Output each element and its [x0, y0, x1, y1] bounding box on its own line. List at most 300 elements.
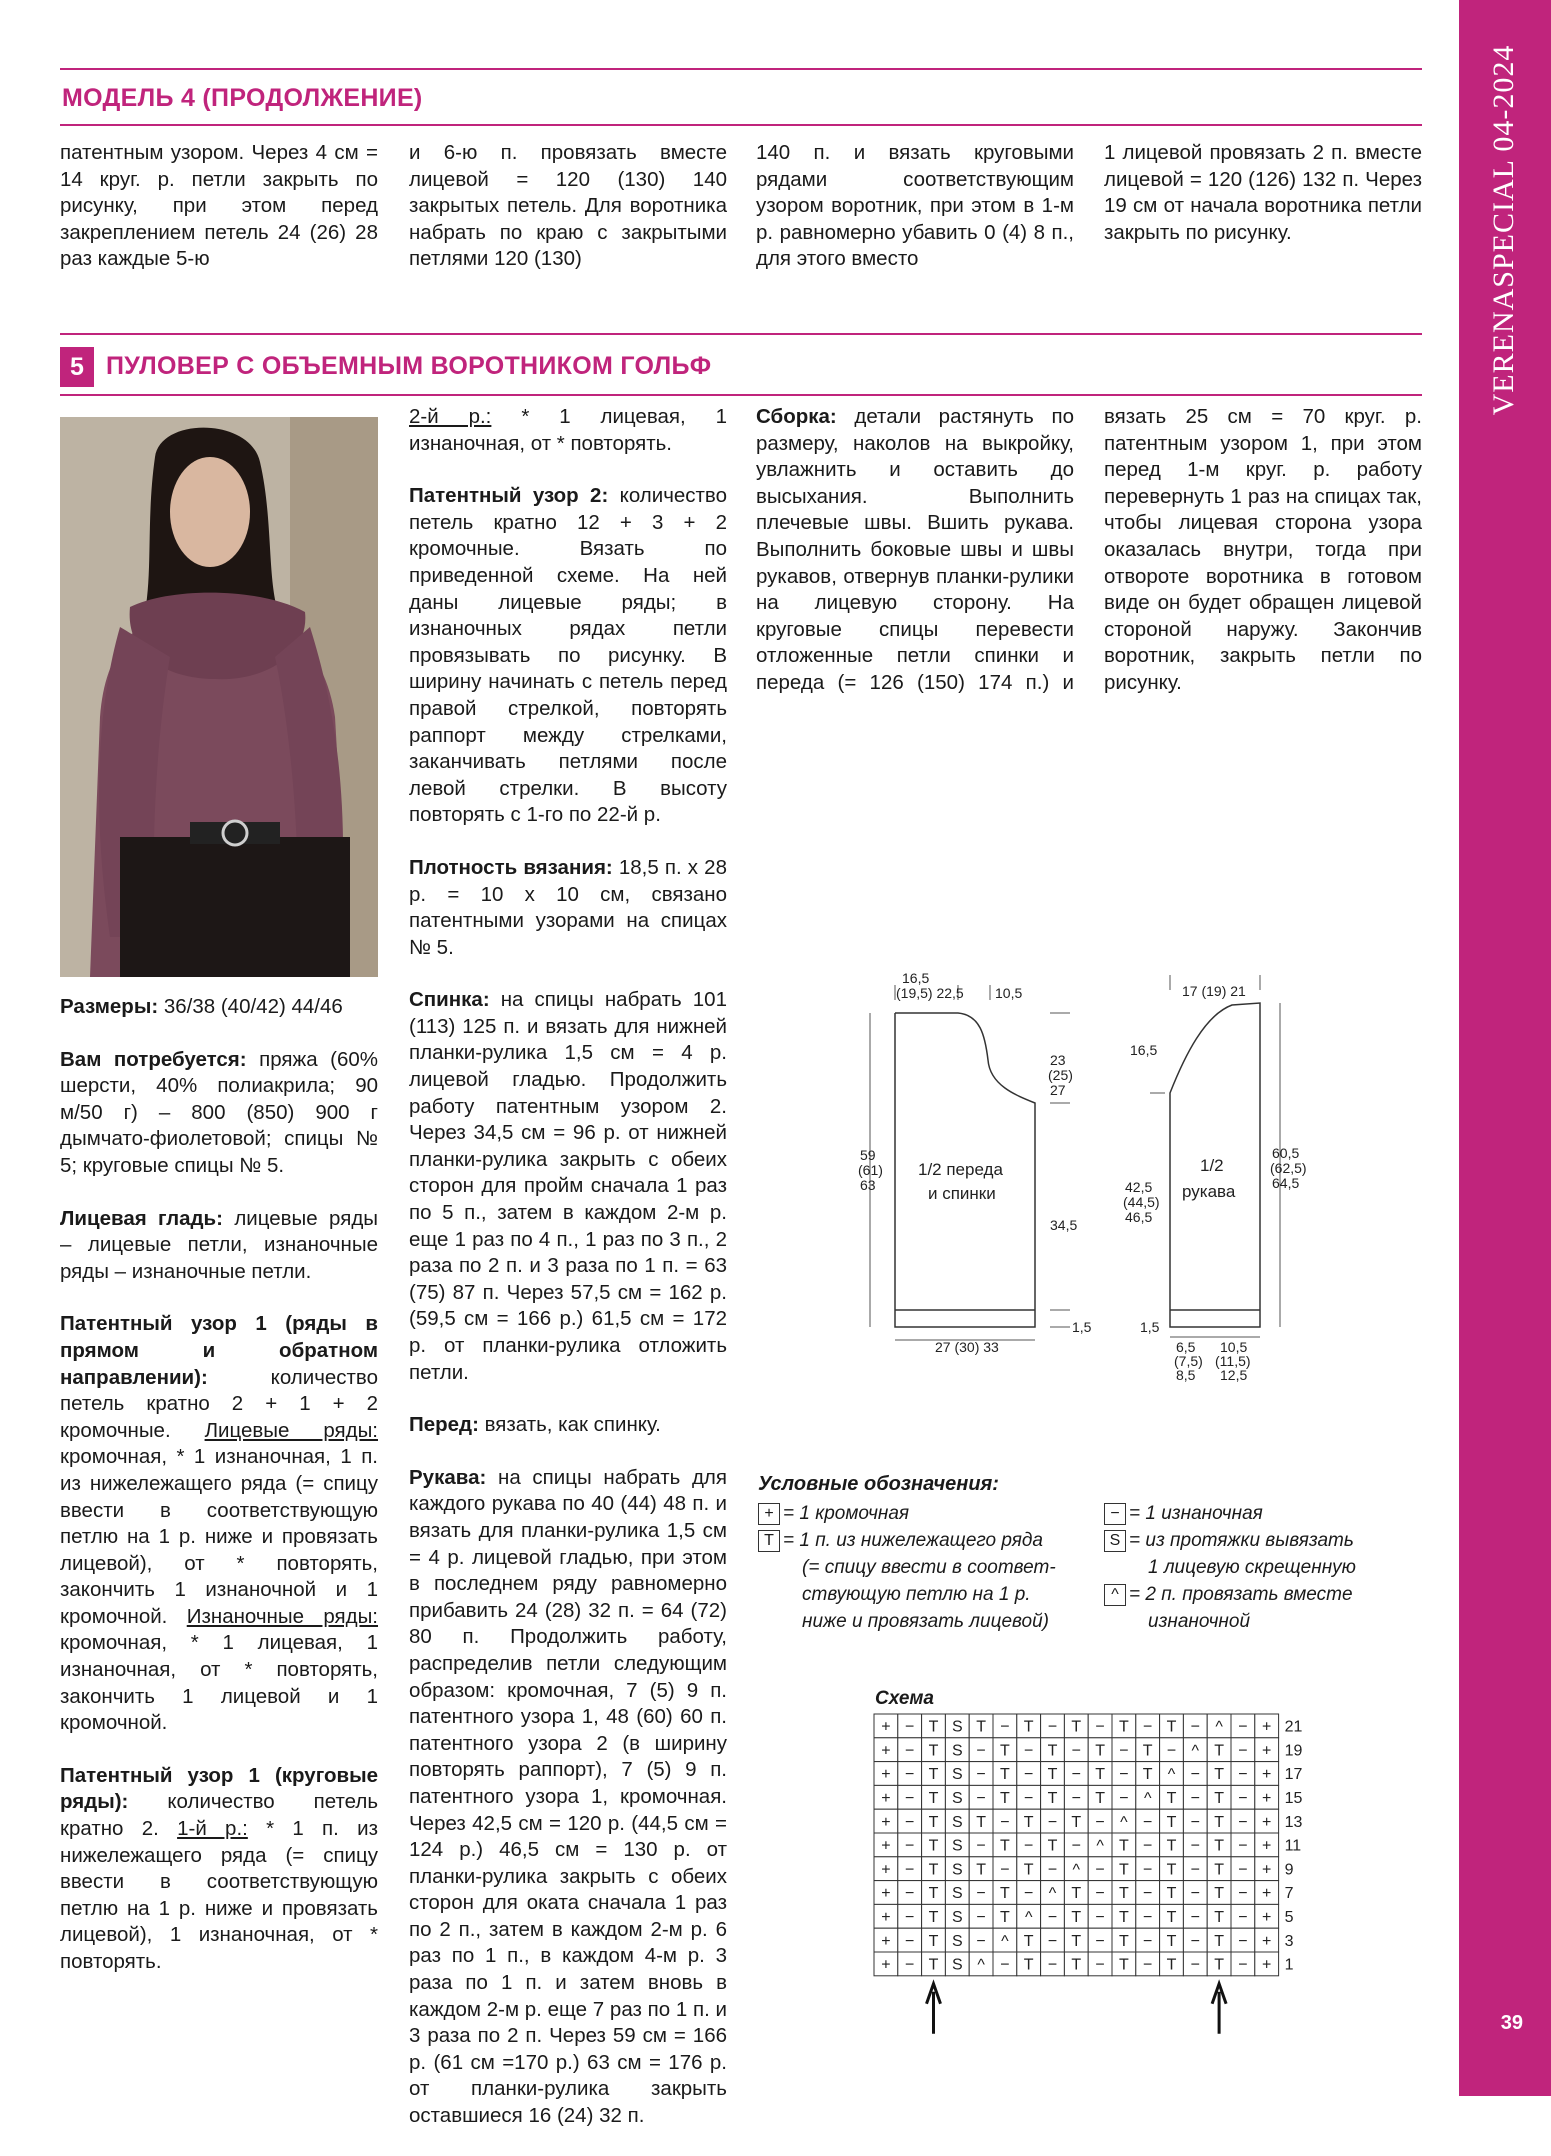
front-label: Перед: [409, 1413, 479, 1437]
purl-cell: − [1095, 1956, 1105, 1974]
stitch-below-cell: T [1119, 1861, 1129, 1879]
edge-stitch-cell: + [881, 1956, 891, 1974]
stitch-below-cell: T [1214, 1932, 1224, 1950]
model5-rule [60, 394, 1422, 396]
pattern1-round-r2-text: * 1 лицевая, 1 изнаночная, от * повторять. [409, 405, 727, 455]
purl-cell: − [1047, 1932, 1058, 1950]
purl-cell: − [1190, 1813, 1200, 1831]
back-para [409, 987, 727, 1386]
pattern1-intro: количество петель кратно 2 + 1 + 2 кромочные. [60, 1365, 378, 1442]
edge-stitch-cell: + [881, 1813, 891, 1831]
purl-two-together-cell: ^ [1001, 1932, 1009, 1950]
purl-cell: − [1166, 1742, 1177, 1760]
magazine-title [1461, 44, 1547, 416]
stitch-below-icon: T [758, 1530, 780, 1552]
edge-stitch-cell: + [1262, 1932, 1272, 1950]
stitch-below-cell: T [928, 1837, 939, 1855]
edge-stitch-cell: + [1262, 1861, 1272, 1879]
purl-cell: − [1190, 1932, 1200, 1950]
stitch-below-cell: T [1071, 1909, 1082, 1927]
back-text: на спицы набрать 101 (113) 125 п. и вязать для нижней планки-рулика 1,5 см = 4 р. лицевой гладью. Продолжить работу патентным узором 2. Через 34,5 см = 96 р. от нижней планки-рулика закрыть с обеих сторон для пройм сначала 1 раз по 5 п., затем в каждом 2-м р. еще 1 раз по 4 п., 1 раз по 3 п., 2 раза по 2 п. и 3 раза по 1 п. = 63 (75) 87 п. Через 57,5 см = 162 р. (59,5 см = 166 р.) 61,5 см = 172 р. от планки-рулика отложить петли. [409, 988, 727, 1384]
legend-p2tog-1: = 2 п. провязать вместе [1129, 1584, 1353, 1605]
purl-cell: − [1095, 1813, 1105, 1831]
edge-stitch-cell: + [881, 1932, 891, 1950]
purl-cell: − [905, 1742, 915, 1760]
purl-cell: − [976, 1909, 986, 1927]
purl-cell: − [1000, 1956, 1010, 1974]
stitch-below-cell: T [928, 1718, 939, 1736]
stitch-below-cell: T [976, 1718, 986, 1736]
legend-below-1: = 1 п. из нижележащего ряда [783, 1530, 1043, 1551]
edge-stitch-cell: + [1262, 1718, 1272, 1736]
stitch-below-cell: T [1000, 1742, 1010, 1760]
purl-cell: − [1238, 1837, 1248, 1855]
dim-sleeve-right-3: 64,5 [1272, 1175, 1300, 1191]
chart-row-label: 11 [1284, 1837, 1302, 1855]
chart-row-label: 7 [1284, 1885, 1294, 1903]
stitch-below-cell: T [1214, 1837, 1224, 1855]
sizes-label: Размеры: [60, 995, 159, 1018]
dim-body-left-1: 59 [860, 1147, 876, 1163]
purl-cell: − [1047, 1956, 1058, 1974]
dim-body-side: 34,5 [1050, 1217, 1078, 1233]
pattern1-para [60, 1311, 378, 1737]
stitch-below-cell: T [1095, 1790, 1105, 1808]
twisted-stitch-cell: S [951, 1837, 963, 1855]
legend-purl [1104, 1501, 1263, 1528]
pattern1-round-r1-label: 1-й р.: [177, 1817, 248, 1841]
purl-cell: − [976, 1885, 986, 1903]
purl-cell: − [1071, 1837, 1081, 1855]
edge-stitch-cell: + [1262, 1885, 1272, 1903]
purl-cell: − [905, 1885, 915, 1903]
dim-arm-2: (25) [1048, 1067, 1073, 1083]
pattern1-ws-label: Изнаночные ряды: [186, 1604, 379, 1628]
purl-cell: − [1238, 1932, 1248, 1950]
purl-cell: − [905, 1861, 915, 1879]
pattern1-rs-label: Лицевые ряды: [204, 1418, 378, 1442]
sizes-value: 36/38 (40/42) 44/46 [163, 995, 343, 1018]
pattern1-rs-text: кромочная, * 1 изнаночная, 1 п. из нижележащего ряда (= спицу ввести в соответствующую петлю на 1 р. ниже и провязать лицевой), от * повторять, закончить 1 изнаночной и 1 кромочной. [60, 1445, 378, 1628]
stitch-below-cell: T [1023, 1718, 1034, 1736]
stitch-chart [872, 1712, 1312, 2042]
purl-cell: − [1238, 1909, 1248, 1927]
stitch-below-cell: T [1000, 1885, 1010, 1903]
gauge-label: Плотность вязания: [409, 855, 613, 879]
twisted-stitch-cell: S [951, 1766, 963, 1784]
purl-cell: − [905, 1932, 915, 1950]
gauge-text: 18,5 п. х 28 р. = 10 х 10 см, связано патентными узорами на спицах № 5. [409, 855, 727, 959]
edge-stitch-cell: + [1262, 1766, 1272, 1784]
purl-cell: − [905, 1813, 915, 1831]
edge-stitch-cell: + [881, 1837, 891, 1855]
edge-stitch-cell: + [1262, 1790, 1272, 1808]
stitch-below-cell: T [1166, 1956, 1177, 1974]
stockinette-label: Лицевая гладь: [60, 1206, 223, 1230]
stitch-below-cell: T [1095, 1742, 1105, 1760]
gauge-para [409, 855, 727, 961]
legend-below-3: ствующую петлю на 1 р. [802, 1584, 1031, 1605]
stitch-below-cell: T [928, 1885, 939, 1903]
purl-cell: − [1143, 1861, 1153, 1879]
stitch-below-cell: T [928, 1813, 939, 1831]
purl-cell: − [1095, 1909, 1105, 1927]
dim-body-top-right: 10,5 [995, 985, 1023, 1001]
purl-cell: − [1000, 1813, 1010, 1831]
stitch-below-cell: T [1119, 1932, 1129, 1950]
stitch-below-cell: T [1214, 1813, 1224, 1831]
twisted-stitch-cell: S [951, 1790, 963, 1808]
twisted-stitch-cell: S [951, 1718, 963, 1736]
pattern1-round-intro: количество петель кратно 2. [60, 1790, 379, 1841]
purl-cell: − [1190, 1909, 1200, 1927]
chart-row-label: 21 [1284, 1718, 1303, 1736]
assembly-text: детали растянуть по размеру, наколов на выкройку, увлажнить и оставить до высыхания. Выполнить плечевые швы. Вшить рукава. Выполнить боковые швы и швы рукавов, отвернув планки-рулики на лицевую сторону. На круговые спицы перевести отложенные петли спинки и переда (= 126 (150) 174 п.) и вязать 25 см = 70 круг. р. патентным узором 1, при этом перед 1-м круг. р. работу перевернуть 1 раз на спицах так, чтобы лицевая сторона узора оказалась внутри, тогда при отвороте воротника в готовом виде он будет обращен лицевой стороной наружу. Закончив воротник, закрыть петли по рисунку. [756, 405, 1422, 694]
purl-cell: − [1119, 1742, 1129, 1760]
twisted-stitch-cell: S [951, 1956, 963, 1974]
purl-cell: − [905, 1718, 915, 1736]
dim-sleeve-left-1: 42,5 [1125, 1179, 1153, 1195]
chart-row-label: 15 [1284, 1790, 1303, 1808]
legend-edge [758, 1501, 909, 1528]
body-label-1: 1/2 переда [918, 1160, 1003, 1179]
dim-sleeve-b1-2: (7,5) [1174, 1353, 1203, 1369]
chart-row-label: 3 [1284, 1932, 1294, 1950]
edge-stitch-cell: + [881, 1766, 891, 1784]
purl-cell: − [1095, 1932, 1105, 1950]
model5-top-rule [60, 333, 1422, 335]
dim-sleeve-right-1: 60,5 [1272, 1145, 1300, 1161]
pattern-schematic [840, 965, 1320, 1385]
purl-cell: − [1095, 1861, 1105, 1879]
purl-cell: − [1024, 1837, 1034, 1855]
dim-sleeve-left-3: 46,5 [1125, 1209, 1153, 1225]
magazine-title-text: VERENASPECIAL 04-2024 [1487, 44, 1520, 416]
purl-cell: − [905, 1956, 915, 1974]
stitch-below-cell: T [1071, 1813, 1082, 1831]
stitch-below-cell: T [1214, 1909, 1224, 1927]
pattern1-round-label: Патентный узор 1 (круговые ряды): [60, 1763, 378, 1814]
legend-purl-text: = 1 изнаночная [1129, 1503, 1263, 1524]
purl-cell: − [1238, 1742, 1248, 1760]
purl-two-together-cell: ^ [1143, 1790, 1152, 1808]
purl-cell: − [1024, 1766, 1034, 1784]
purl-cell: − [1143, 1956, 1153, 1974]
purl-cell: − [1238, 1790, 1248, 1808]
purl-cell: − [1095, 1885, 1105, 1903]
purl-cell: − [1000, 1861, 1010, 1879]
purl-cell: − [1143, 1837, 1153, 1855]
stitch-below-cell: T [1166, 1790, 1177, 1808]
twisted-stitch-cell: S [951, 1885, 963, 1903]
sizes-para [60, 994, 378, 1021]
purl-cell: − [1024, 1742, 1034, 1760]
purl-cell: − [1190, 1837, 1200, 1855]
pattern1-label: Патентный узор 1 (ряды в прямом и обратном направлении): [60, 1312, 378, 1389]
purl-cell: − [1119, 1790, 1129, 1808]
dim-sleeve-left-2: (44,5) [1123, 1194, 1160, 1210]
purl-cell: − [905, 1837, 915, 1855]
purl-two-together-cell: ^ [1024, 1909, 1033, 1927]
model4-col2: и 6-ю п. провязать вместе лицевой = 120 (130) 140 закрытых петель. Для воротника набрать по краю с закрытыми петлями 120 (130) [409, 141, 727, 271]
twisted-stitch-cell: S [951, 1861, 963, 1879]
stitch-below-cell: T [928, 1932, 939, 1950]
stitch-below-cell: T [1166, 1718, 1177, 1736]
sleeves-text: на спицы набрать для каждого рукава по 40 (44) 48 п. и вязать для планки-рулика 1,5 см = 4 р. лицевой гладью, при этом в последнем ряду равномерно прибавить 24 (28) 32 п. = 64 (72) 80 п. Продолжить работу, распределив петли следующим образом: кромочная, 7 (5) 9 п. патентного узора 1, 48 (60) 60 п. патентного узора 2 (в ширину повторять раппорт), 7 (5) 9 п. патентного узора 1, кромочная. Через 42,5 см = 120 р. (44,5 см = 124 р.) 46,5 см = 130 р. от планки-рулика закрыть с обеих сторон для оката сначала 1 раз по 2 п., затем в каждом 2-м р. 6 раз по 1 п., в каждом 4-м р. 3 раза по 1 п. и затем вновь в каждом 2-м р. еще 7 раз по 1 п. и 3 раза по 2 п. Через 59 см = 166 р. (61 см =170 р.) 63 см = 176 р. от планки-рулика закрыть оставшиеся 16 (24) 32 п. [409, 1465, 727, 2128]
dim-body-top: 16,5 [902, 970, 930, 986]
purl-icon: − [1104, 1503, 1126, 1525]
stitch-below-cell: T [976, 1861, 986, 1879]
purl-cell: − [1238, 1766, 1248, 1784]
pattern1-round-r2-para [409, 404, 727, 457]
chart-row-label: 5 [1284, 1909, 1294, 1927]
purl-cell: − [1071, 1790, 1081, 1808]
edge-stitch-cell: + [1262, 1742, 1272, 1760]
sleeve-label-2: рукава [1182, 1182, 1236, 1201]
page-number: 39 [1500, 2012, 1523, 2034]
purl-cell: − [976, 1790, 986, 1808]
edge-stitch-icon: + [758, 1503, 780, 1525]
dim-sleeve-right-2: (62,5) [1270, 1160, 1307, 1176]
purl-cell: − [1190, 1861, 1200, 1879]
stitch-below-cell: T [1166, 1861, 1177, 1879]
stitch-below-cell: T [928, 1956, 939, 1974]
model4-heading: МОДЕЛЬ 4 (ПРОДОЛЖЕНИЕ) [62, 84, 423, 112]
edge-stitch-cell: + [881, 1909, 891, 1927]
dim-sleeve-b2-2: (11,5) [1215, 1353, 1251, 1369]
purl-cell: − [1071, 1742, 1081, 1760]
purl-cell: − [976, 1742, 986, 1760]
purl-cell: − [1238, 1861, 1248, 1879]
pattern2-label: Патентный узор 2: [409, 484, 609, 508]
stitch-below-cell: T [1047, 1742, 1058, 1760]
purl-cell: − [1190, 1790, 1200, 1808]
dim-body-left-2: (61) [858, 1162, 883, 1178]
purl-two-together-cell: ^ [1167, 1766, 1176, 1784]
dim-sleeve-b2-3: 12,5 [1220, 1367, 1248, 1383]
legend-below-2: (= спицу ввести в соответ- [802, 1557, 1056, 1578]
chart-row-label: 1 [1284, 1956, 1294, 1974]
magazine-sidebar [1459, 0, 1551, 2096]
dim-body-bottom: 27 (30) 33 [935, 1339, 999, 1355]
stitch-below-cell: T [1166, 1885, 1177, 1903]
purl-cell: − [905, 1790, 915, 1808]
assembly-label: Сборка: [756, 405, 837, 428]
purl-cell: − [1143, 1909, 1153, 1927]
stitch-below-cell: T [1142, 1766, 1153, 1784]
purl-cell: − [976, 1766, 986, 1784]
stitch-below-cell: T [1000, 1766, 1010, 1784]
purl-cell: − [1190, 1885, 1200, 1903]
repeat-arrow-icon [1212, 1984, 1226, 2034]
dim-body-left-3: 63 [860, 1177, 876, 1193]
edge-stitch-cell: + [881, 1885, 891, 1903]
stitch-below-cell: T [976, 1813, 986, 1831]
model5-col1 [60, 994, 378, 2002]
sleeves-para [409, 1465, 727, 2130]
purl-two-together-cell: ^ [1191, 1742, 1200, 1760]
assembly-para [756, 404, 1422, 710]
stitch-below-cell: T [1000, 1909, 1010, 1927]
dim-sleeve-cap: 16,5 [1130, 1042, 1158, 1058]
purl-cell: − [1000, 1718, 1010, 1736]
dim-sleeve-b1-3: 8,5 [1176, 1367, 1196, 1383]
purl-cell: − [1119, 1766, 1129, 1784]
purl-cell: − [1190, 1956, 1200, 1974]
edge-stitch-cell: + [881, 1861, 891, 1879]
front-para [409, 1412, 727, 1439]
stitch-below-cell: T [1023, 1956, 1034, 1974]
twisted-stitch-cell: S [951, 1742, 963, 1760]
materials-para [60, 1047, 378, 1180]
purl-cell: − [905, 1909, 915, 1927]
chart-title: Схема [875, 1688, 935, 1709]
legend-twist-1: = из протяжки вывязать [1129, 1530, 1354, 1551]
stitch-below-cell: T [1214, 1790, 1224, 1808]
legend-twist [1104, 1528, 1354, 1555]
model5-heading: ПУЛОВЕР С ОБЪЕМНЫМ ВОРОТНИКОМ ГОЛЬФ [106, 352, 712, 380]
chart-row-label: 17 [1284, 1766, 1303, 1784]
stitch-below-cell: T [1214, 1861, 1224, 1879]
materials-text: пряжа (60% шерсти, 40% полиакрила; 90 м/50 г) – 800 (850) 900 г дымчато-фиолетовой; спицы № 5; круговые спицы № 5. [60, 1047, 378, 1177]
edge-stitch-cell: + [1262, 1813, 1272, 1831]
edge-stitch-cell: + [1262, 1909, 1272, 1927]
purl-two-together-icon: ^ [1104, 1584, 1126, 1606]
purl-cell: − [1024, 1790, 1034, 1808]
stitch-below-cell: T [1119, 1909, 1129, 1927]
purl-cell: − [976, 1837, 986, 1855]
dim-sleeve-band: 1,5 [1140, 1319, 1160, 1335]
stitch-below-cell: T [1119, 1956, 1129, 1974]
purl-two-together-cell: ^ [977, 1956, 985, 1974]
model5-number: 5 [60, 347, 94, 387]
edge-stitch-cell: + [1262, 1956, 1272, 1974]
stitch-below-cell: T [1000, 1790, 1010, 1808]
edge-stitch-cell: + [1262, 1837, 1272, 1855]
stitch-below-cell: T [928, 1790, 939, 1808]
stitch-below-cell: T [1047, 1837, 1058, 1855]
legend-p2tog [1104, 1582, 1353, 1609]
purl-cell: − [1095, 1718, 1105, 1736]
purl-cell: − [1143, 1813, 1153, 1831]
purl-cell: − [1238, 1813, 1248, 1831]
dim-sleeve-b2-1: 10,5 [1220, 1339, 1248, 1355]
dim-body-band: 1,5 [1072, 1319, 1092, 1335]
model-photo [60, 417, 378, 977]
legend-title: Условные обозначения: [758, 1473, 999, 1495]
dim-body-top2: (19,5) 22,5 [896, 985, 964, 1001]
dim-sleeve-b1-1: 6,5 [1176, 1339, 1196, 1355]
stitch-below-cell: T [1071, 1885, 1082, 1903]
sleeve-label-1: 1/2 [1200, 1156, 1224, 1175]
stitch-below-cell: T [1071, 1718, 1082, 1736]
edge-stitch-cell: + [881, 1790, 891, 1808]
legend-edge-text: = 1 кромочная [783, 1503, 910, 1524]
materials-label: Вам потребуется: [60, 1047, 247, 1071]
purl-cell: − [905, 1766, 915, 1784]
stockinette-text: лицевые ряды – лицевые петли, изнаночные ряды – изнаночные петли. [60, 1206, 379, 1283]
purl-cell: − [1047, 1861, 1058, 1879]
stitch-below-cell: T [1047, 1766, 1058, 1784]
pattern2-para [409, 483, 727, 829]
purl-cell: − [1238, 1956, 1248, 1974]
sleeves-label: Рукава: [409, 1465, 487, 1489]
stitch-below-cell: T [1142, 1742, 1153, 1760]
stitch-below-cell: T [1023, 1813, 1034, 1831]
pattern1-round-para [60, 1763, 378, 1976]
legend-below-4: ниже и провязать лицевой) [802, 1611, 1049, 1632]
stitch-below-cell: T [928, 1909, 939, 1927]
edge-stitch-cell: + [881, 1718, 891, 1736]
model4-col4: 1 лицевой провязать 2 п. вместе лицевой = 120 (126) 132 п. Через 19 см от начала воротника петли закрыть по рисунку. [1104, 141, 1422, 244]
back-label: Спинка: [409, 988, 490, 1012]
dim-arm-1: 23 [1050, 1052, 1066, 1068]
stitch-below-cell: T [1214, 1885, 1224, 1903]
pattern2-text: количество петель кратно 12 + 3 + 2 кромочные. Вязать по приведенной схеме. На ней даны лицевые ряды; в изнаночных рядах петли провязывать по рисунку. В ширину начинать с петель перед правой стрелкой, повторять раппорт между стрелками, заканчивать петлями после левой стрелки. В высоту повторять с 1-го по 22-й р. [409, 484, 727, 827]
purl-cell: − [1143, 1885, 1153, 1903]
twisted-stitch-cell: S [951, 1932, 963, 1950]
model-photo-illustration [60, 417, 378, 977]
purl-cell: − [1047, 1813, 1058, 1831]
stitch-below-cell: T [1119, 1718, 1129, 1736]
model5-col3-col4 [756, 404, 1422, 874]
purl-cell: − [1190, 1718, 1200, 1736]
legend-p2tog-2: изнаночной [1148, 1611, 1251, 1632]
pattern1-round-r2-label: 2-й р.: [409, 405, 492, 428]
twisted-stitch-cell: S [951, 1909, 963, 1927]
front-text: вязать, как спинку. [484, 1413, 661, 1437]
stitch-below-cell: T [1047, 1790, 1058, 1808]
purl-two-together-cell: ^ [1096, 1837, 1104, 1855]
model4-col1: патентным узором. Через 4 см = 14 круг. р. петли закрыть по рисунку, при этом перед закреплением петель 24 (26) 28 раз каждые 5-ю [60, 141, 378, 271]
purl-cell: − [1047, 1909, 1058, 1927]
chart-row-label: 13 [1284, 1813, 1303, 1831]
legend-below [758, 1528, 1043, 1555]
stitch-below-cell: T [1166, 1909, 1177, 1927]
stitch-below-cell: T [1071, 1956, 1082, 1974]
top-rule [60, 68, 1422, 70]
twisted-stitch-cell: S [951, 1813, 963, 1831]
repeat-arrow-icon [927, 1984, 941, 2034]
purl-two-together-cell: ^ [1215, 1718, 1223, 1736]
pattern1-ws-text: кромочная, * 1 лицевая, 1 изнаночная, от * повторять, закончить 1 лицевой и 1 кромочной. [60, 1631, 378, 1735]
twisted-stitch-icon: S [1104, 1530, 1126, 1552]
stitch-below-cell: T [928, 1766, 939, 1784]
purl-two-together-cell: ^ [1072, 1861, 1081, 1879]
stitch-below-cell: T [928, 1861, 939, 1879]
purl-cell: − [1238, 1885, 1248, 1903]
dim-arm-3: 27 [1050, 1082, 1066, 1098]
stitch-below-cell: T [928, 1742, 939, 1760]
purl-two-together-cell: ^ [1048, 1885, 1057, 1903]
purl-cell: − [976, 1932, 986, 1950]
stitch-below-cell: T [1214, 1766, 1224, 1784]
stitch-below-cell: T [1119, 1885, 1129, 1903]
stitch-below-cell: T [1214, 1956, 1224, 1974]
stitch-below-cell: T [1166, 1837, 1177, 1855]
legend-twist-2: 1 лицевую скрещенную [1148, 1557, 1356, 1578]
model4-col3: 140 п. и вязать круговыми рядами соответствующим узором воротник, при этом в 1-м р. равномерно убавить 0 (4) 8 п., для этого вместо [756, 141, 1074, 271]
purl-cell: − [1143, 1932, 1153, 1950]
stitch-below-cell: T [1095, 1766, 1105, 1784]
chart-row-label: 9 [1284, 1861, 1294, 1879]
stitch-below-cell: T [1119, 1837, 1129, 1855]
model5-col2 [409, 404, 727, 2156]
stitch-below-cell: T [1166, 1932, 1177, 1950]
purl-cell: − [1047, 1718, 1058, 1736]
purl-cell: − [1024, 1885, 1034, 1903]
stitch-below-cell: T [1023, 1932, 1034, 1950]
